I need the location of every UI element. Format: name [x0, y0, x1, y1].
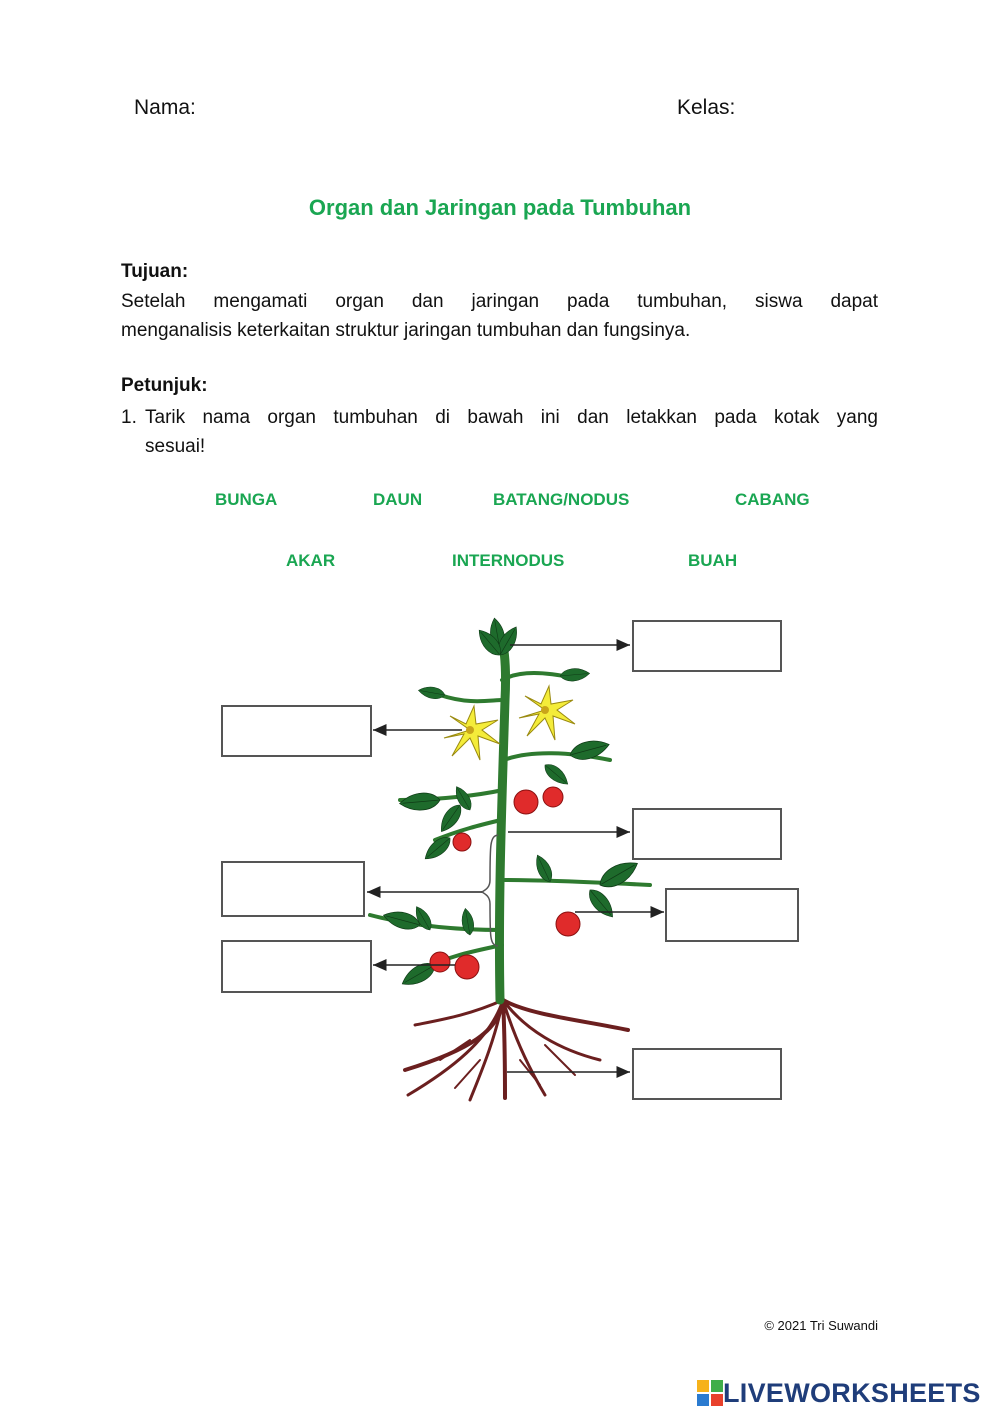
- word-bunga[interactable]: BUNGA: [215, 490, 278, 509]
- word-internodus[interactable]: INTERNODUS: [452, 551, 565, 570]
- word-buah[interactable]: BUAH: [688, 551, 738, 570]
- liveworksheets-logo-icon: [697, 1380, 723, 1406]
- answer-box-1[interactable]: [632, 620, 782, 672]
- answer-box-7[interactable]: [632, 1048, 782, 1100]
- instructions-heading: Petunjuk:: [121, 375, 208, 396]
- purpose-line-1: Setelah mengamati organ dan jaringan pada tumbuhan, siswa dapat: [121, 291, 878, 312]
- answer-box-4[interactable]: [221, 861, 365, 917]
- answer-box-2[interactable]: [221, 705, 372, 757]
- leaves: [381, 617, 641, 991]
- purpose-heading: Tujuan:: [121, 261, 189, 282]
- answer-box-6[interactable]: [221, 940, 372, 993]
- purpose-line-2: menganalisis keterkaitan struktur jaringan tumbuhan dan fungsinya.: [121, 320, 691, 341]
- logo-text: LIVEWORKSHEETS: [723, 1377, 981, 1408]
- copyright-text: © 2021 Tri Suwandi: [764, 1318, 878, 1333]
- instruction-line-2: sesuai!: [145, 436, 206, 457]
- instruction-number: 1.: [121, 407, 137, 428]
- answer-box-5[interactable]: [665, 888, 799, 942]
- answer-box-3[interactable]: [632, 808, 782, 860]
- word-cabang[interactable]: CABANG: [735, 490, 810, 509]
- pointer-arrows: [367, 645, 664, 1072]
- page-title: Organ dan Jaringan pada Tumbuhan: [308, 195, 692, 220]
- word-batang-nodus[interactable]: BATANG/NODUS: [493, 490, 630, 509]
- word-daun[interactable]: DAUN: [373, 490, 423, 509]
- name-label: Nama:: [134, 96, 196, 119]
- instruction-line-1: Tarik nama organ tumbuhan di bawah ini dan letakkan pada kotak yang: [145, 407, 878, 428]
- liveworksheets-logo[interactable]: [697, 1376, 981, 1410]
- roots: [405, 1000, 628, 1100]
- class-label: Kelas:: [677, 96, 736, 119]
- word-akar[interactable]: AKAR: [286, 551, 336, 570]
